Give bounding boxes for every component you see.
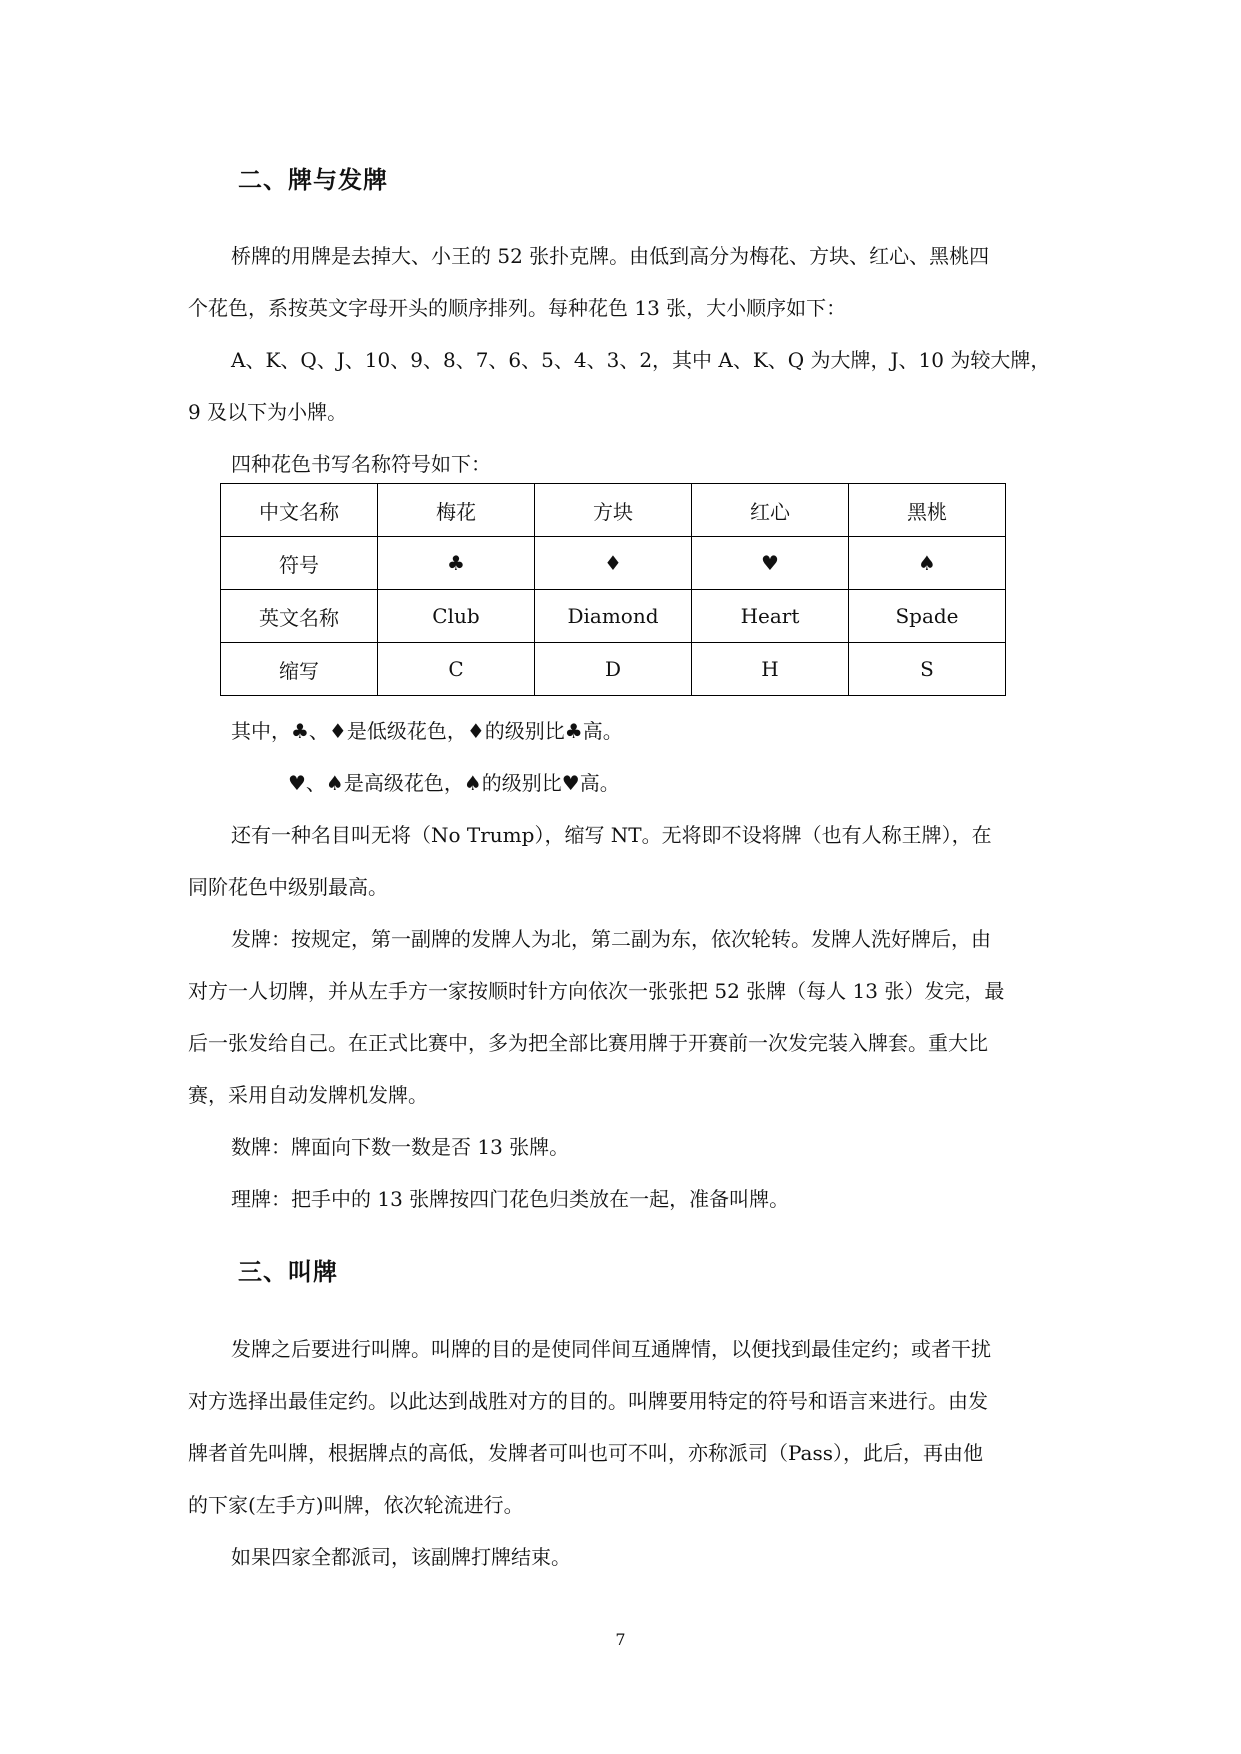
text-line: 发牌之后要进行叫牌。叫牌的目的是使同伴间互通牌情，以便找到最佳定约；或者干扰 [231,1337,991,1361]
text-line: 数牌：牌面向下数一数是否 13 张牌。 [231,1135,570,1159]
table-cell: 中文名称 [221,484,378,537]
text-line: 四种花色书写名称符号如下： [231,452,491,476]
text-line: 其中，♣、♦是低级花色，♦的级别比♣高。 [231,719,623,743]
text-line: 牌者首先叫牌，根据牌点的高低，发牌者可叫也可不叫，亦称派司（Pass），此后，再由他 [188,1441,984,1465]
paragraph-deck [188,230,1056,334]
suit-rank-note [188,705,1056,809]
text-line: 对方一人切牌，并从左手方一家按顺时针方向依次一张张把 52 张牌（每人 13 张）发完，最 [188,979,1005,1003]
table-cell: Heart [692,590,849,643]
paragraph-rank-order [188,334,1056,438]
table-cell: D [535,643,692,696]
table-cell: 英文名称 [221,590,378,643]
table-cell: Club [378,590,535,643]
table-cell: Spade [849,590,1006,643]
spade-icon: ♠ [849,537,1006,590]
text-line: A、K、Q、J、10、9、8、7、6、5、4、3、2，其中 A、K、Q 为大牌，J、10 为较大牌， [231,348,1051,372]
table-cell: 缩写 [221,643,378,696]
table-row [221,537,1006,590]
paragraph-dealing [188,913,1056,1121]
club-icon: ♣ [378,537,535,590]
section-heading: 三、叫牌 [238,1258,338,1286]
table-row [221,643,1006,696]
table-cell: C [378,643,535,696]
page-number: 7 [615,1630,626,1649]
table-cell: H [692,643,849,696]
paragraph-no-trump [188,809,1056,913]
table-cell: 符号 [221,537,378,590]
text-line: 发牌：按规定，第一副牌的发牌人为北，第二副为东，依次轮转。发牌人洗好牌后，由 [231,927,991,951]
paragraph-counting [188,1121,1056,1225]
table-cell: 梅花 [378,484,535,537]
section-heading: 二、牌与发牌 [238,166,388,194]
text-line: 如果四家全都派司，该副牌打牌结束。 [231,1545,571,1569]
text-line: 理牌：把手中的 13 张牌按四门花色归类放在一起，准备叫牌。 [231,1187,790,1211]
text-line: 9 及以下为小牌。 [188,400,348,424]
table-cell: 黑桃 [849,484,1006,537]
text-line: ♥、♠是高级花色，♠的级别比♥高。 [288,771,620,795]
diamond-icon: ♦ [535,537,692,590]
table-row [221,484,1006,537]
suit-table [220,483,1006,696]
paragraph-bidding [188,1323,1056,1531]
heart-icon: ♥ [692,537,849,590]
text-line: 后一张发给自己。在正式比赛中，多为把全部比赛用牌于开赛前一次发完装入牌套。重大比 [188,1031,988,1055]
text-line: 对方选择出最佳定约。以此达到战胜对方的目的。叫牌要用特定的符号和语言来进行。由发 [188,1389,988,1413]
text-line: 的下家(左手方)叫牌，依次轮流进行。 [188,1493,524,1517]
text-line: 同阶花色中级别最高。 [188,875,388,899]
table-cell: S [849,643,1006,696]
paragraph-all-pass [188,1531,1056,1583]
text-line: 还有一种名目叫无将（No Trump），缩写 NT。无将即不设将牌（也有人称王牌），在 [231,823,992,847]
text-line: 桥牌的用牌是去掉大、小王的 52 张扑克牌。由低到高分为梅花、方块、红心、黑桃四 [231,244,990,268]
table-row [221,590,1006,643]
text-line: 个花色，系按英文字母开头的顺序排列。每种花色 13 张，大小顺序如下： [188,296,847,320]
table-cell: Diamond [535,590,692,643]
text-line: 赛，采用自动发牌机发牌。 [188,1083,428,1107]
table-cell: 方块 [535,484,692,537]
table-cell: 红心 [692,484,849,537]
